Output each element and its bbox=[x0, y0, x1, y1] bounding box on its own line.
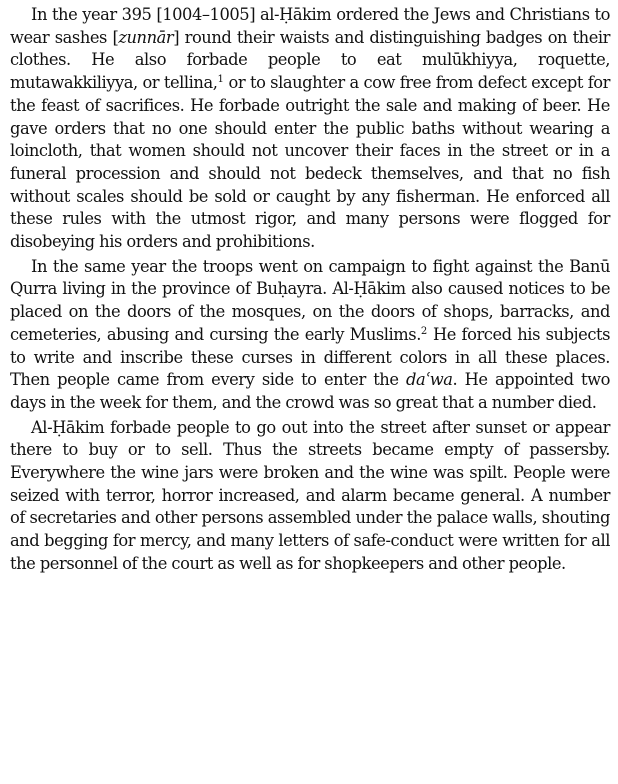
paragraph-campaign bbox=[10, 256, 610, 415]
footnote-marker-1: 1 bbox=[217, 74, 224, 86]
paragraph-curfew bbox=[10, 417, 610, 576]
text-run: ] round their waists and distinguishing badges on their clothes. He also forbade people to eat mulūkhiyya, roquette, mutawakkiliyya, or tellina, bbox=[10, 27, 610, 93]
text-run: . He appointed two days in the week for them, and the crowd was so great that a number died. bbox=[10, 370, 610, 412]
paragraph-decrees bbox=[10, 4, 610, 254]
document-page bbox=[10, 4, 610, 576]
text-run: He forced his subjects to write and inscribe these curses in different colors in all these places. Then people came from every side to enter the bbox=[10, 324, 610, 390]
text-run: Al-Ḥākim forbade people to go out into the street after sunset or appear there to buy or to sell. Thus the streets became empty of passersby. Everywhere the wine jars were broken and the wine was spilt. People were seized with terror, horror increased, and alarm became general. A number of secretaries and other persons assembled under the palace walls, shouting and begging for mercy, and many letters of safe-conduct were written for all the personnel of the court as well as for shopkeepers and other people. bbox=[10, 417, 610, 573]
text-run: In the same year the troops went on campaign to fight against the Banū Qurra living in the province of Buḥayra. Al-Ḥākim also caused notices to be placed on the doors of the mosques, on the doors of shops, barracks, and cemeteries, abusing and cursing the early Muslims. bbox=[10, 256, 610, 344]
text-run: In the year 395 [1004–1005] al-Ḥākim ordered the Jews and Christians to wear sashes [ bbox=[10, 5, 610, 47]
footnote-marker-2: 2 bbox=[420, 325, 428, 337]
italic-term-dawa: daʿwa bbox=[405, 370, 453, 390]
italic-term-zunnar: zunnār bbox=[118, 27, 174, 47]
text-run: or to slaughter a cow free from defect except for the feast of sacrifices. He forbade outright the sale and making of beer. He gave orders that no one should enter the public baths without wearing a loincloth, that women should not uncover their faces in the street or in a funeral procession and should not bedeck themselves, and that no fish without scales should be sold or caught by any fisherman. He enforced all these rules with the utmost rigor, and many persons were flogged for disobeying his orders and prohibitions. bbox=[10, 73, 610, 252]
